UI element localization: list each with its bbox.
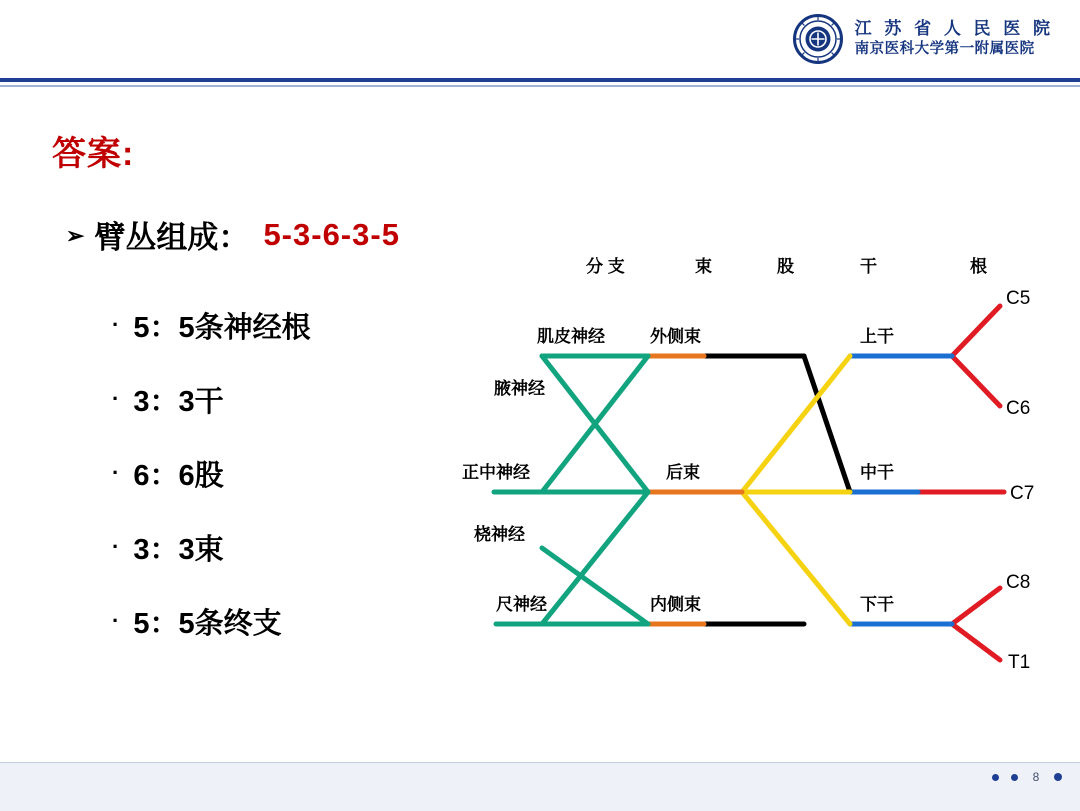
dot-bullet-icon: ·	[112, 386, 120, 411]
diagram-trunk-label: 下干	[860, 595, 894, 614]
main-bullet-label: 臂丛组成：	[94, 220, 250, 255]
diagram-branch-label: 肌皮神经	[537, 327, 605, 346]
footer-dot-icon	[1011, 774, 1018, 781]
slide-header	[0, 0, 1080, 82]
diagram-root-label: T1	[1008, 652, 1031, 673]
diagram-column-header: 分 支	[586, 257, 625, 276]
hospital-name-line2: 南京医科大学第一附属医院	[854, 41, 1035, 58]
diagram-trunk-label: 中干	[860, 463, 894, 482]
slide-footer	[0, 762, 1080, 811]
diagram-root-label: C5	[1006, 288, 1031, 309]
diagram-cord-label: 后束	[666, 463, 700, 482]
dot-bullet-icon: ·	[112, 608, 120, 633]
diagram-root-label: C7	[1010, 483, 1035, 504]
dot-bullet-icon: ·	[112, 534, 120, 559]
diagram-trunk-label: 上干	[860, 327, 894, 346]
list-item-label: 6：6股	[133, 459, 224, 492]
diagram-column-header: 束	[695, 257, 712, 276]
diagram-cord-label: 内侧束	[650, 595, 701, 614]
page-title: 答案:	[52, 135, 135, 173]
footer-dot-icon	[992, 774, 999, 781]
diagram-column-header: 根	[970, 257, 987, 276]
diagram-root-label: C6	[1006, 398, 1031, 419]
diagram-branch-label: 尺神经	[496, 595, 547, 614]
page-number: 8	[1032, 770, 1040, 784]
arrow-bullet-icon: ➢	[66, 222, 85, 248]
hospital-logo-block	[793, 14, 1054, 64]
dot-bullet-icon: ·	[112, 312, 120, 337]
dot-bullet-icon: ·	[112, 460, 120, 485]
footer-dot-icon	[1054, 773, 1062, 781]
diagram-column-header: 干	[860, 257, 877, 276]
main-bullet-value: 5-3-6-3-5	[263, 216, 400, 252]
diagram-column-header: 股	[777, 257, 794, 276]
hospital-name-line1: 江 苏 省 人 民 医 院	[854, 18, 1054, 38]
diagram-branch-label: 桡神经	[474, 525, 525, 544]
header-rule-thick	[0, 78, 1080, 82]
header-rule-thin	[0, 85, 1080, 87]
hospital-emblem-icon	[793, 14, 843, 64]
footer-pagination	[992, 770, 1062, 784]
list-item-label: 3：3束	[133, 533, 224, 566]
diagram-branch-label: 正中神经	[462, 463, 530, 482]
diagram-cord-label: 外侧束	[650, 327, 701, 346]
brachial-plexus-diagram	[452, 248, 1048, 688]
hospital-name	[855, 20, 1054, 59]
list-item-label: 5：5条终支	[133, 607, 282, 640]
list-item-label: 3：3干	[133, 385, 224, 418]
list-item-label: 5：5条神经根	[133, 311, 311, 344]
diagram-branch-label: 腋神经	[494, 379, 545, 398]
main-bullet	[66, 212, 400, 257]
diagram-root-label: C8	[1006, 572, 1031, 593]
